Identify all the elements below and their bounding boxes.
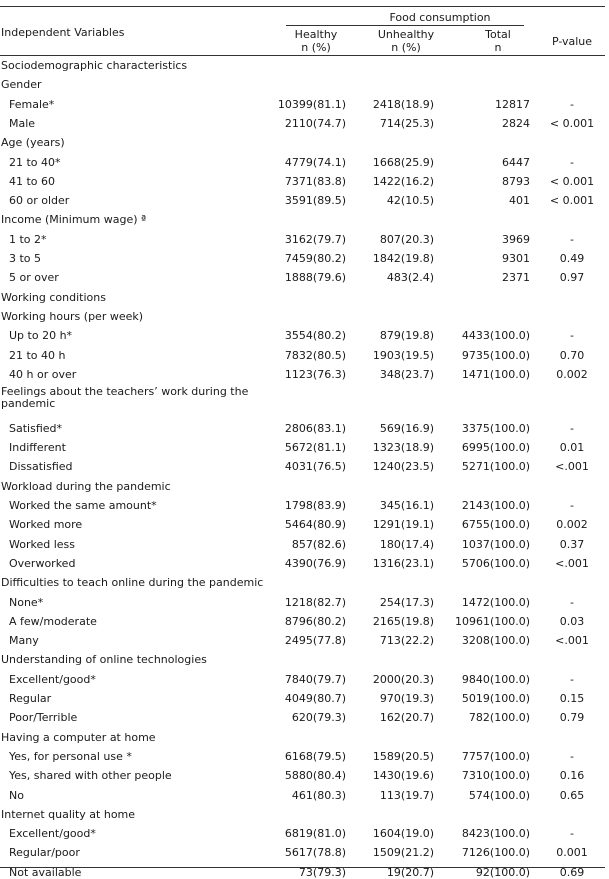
cell-pvalue: 0.002 [556,518,588,532]
cell-total: 5706(100.0) [461,556,530,570]
cell-total: 1471(100.0) [461,367,530,381]
cell-unhealthy: 807(20.3) [379,232,434,246]
cell-unhealthy: 2165(19.8) [372,614,434,628]
cell-total: 3208(100.0) [461,634,530,648]
cell-unhealthy: 1604(19.0) [372,827,434,841]
cell-unhealthy: 1316(23.1) [372,556,434,570]
row-label: Satisfied* [9,421,63,435]
cell-total: 1472(100.0) [461,595,530,609]
cell-total: 574(100.0) [468,788,530,802]
cell-pvalue: < 0.001 [549,174,595,188]
cell-total: 2143(100.0) [461,499,530,513]
cell-unhealthy: 1430(19.6) [372,769,434,783]
cell-total: 12817 [495,97,530,111]
cell-pvalue: 0.03 [559,614,585,628]
cell-pvalue: <.001 [555,556,589,570]
cell-pvalue: - [570,827,574,841]
header-healthy-unit: n (%) [301,41,331,54]
cell-total: 2371 [502,271,530,285]
row-label: Worked less [9,537,75,551]
cell-pvalue: 0.97 [559,271,585,285]
table-bottom-rule [0,867,605,868]
cell-unhealthy: 1903(19.5) [372,348,434,362]
row-label: Worked more [9,518,83,532]
cell-pvalue: 0.15 [559,692,585,706]
cell-pvalue: - [570,421,574,435]
cell-healthy: 3591(89.5) [284,194,346,208]
row-label: Regular [9,692,52,706]
cell-healthy: 5617(78.8) [284,846,346,860]
header-healthy: Healthy [294,28,338,41]
cell-total: 7757(100.0) [461,749,530,763]
cell-healthy: 3554(80.2) [284,329,346,343]
cell-total: 4433(100.0) [461,329,530,343]
cell-total: 6995(100.0) [461,441,530,455]
cell-pvalue: - [570,329,574,343]
row-label: Male [9,116,36,130]
cell-total: 10961(100.0) [455,614,531,628]
section-label: Difficulties to teach online during the pandemic [1,576,264,590]
cell-healthy: 2495(77.8) [284,634,346,648]
cell-pvalue: 0.70 [559,348,585,362]
cell-pvalue: 0.65 [559,788,585,802]
section-label: Gender [1,78,42,92]
cell-unhealthy: 1323(18.9) [372,441,434,455]
cell-pvalue: - [570,97,574,111]
cell-pvalue: 0.01 [559,441,585,455]
row-label: 5 or over [9,271,59,285]
cell-pvalue: 0.49 [559,252,585,265]
row-label: Overworked [9,556,76,570]
row-label: Regular/poor [9,846,80,860]
row-label: Indifferent [9,441,66,455]
cell-total: 8423(100.0) [461,827,530,841]
cell-healthy: 1888(79.6) [284,271,346,285]
cell-healthy: 7459(80.2) [284,252,346,265]
row-label: Female* [9,97,55,111]
cell-healthy: 2110(74.7) [284,116,346,130]
cell-pvalue: 0.16 [559,769,585,783]
cell-total: 3969 [502,232,530,246]
row-label: Poor/Terrible [9,711,78,725]
header-unhealthy-unit: n (%) [391,41,421,54]
cell-healthy: 10399(81.1) [277,97,346,111]
cell-healthy: 5880(80.4) [284,769,346,783]
cell-healthy: 8796(80.2) [284,614,346,628]
group-header-rule [286,25,524,26]
cell-pvalue: - [570,499,574,513]
cell-total: 7126(100.0) [461,846,530,860]
cell-total: 782(100.0) [468,711,530,725]
cell-total: 1037(100.0) [461,537,530,551]
cell-unhealthy: 483(2.4) [386,271,434,285]
cell-total: 6447 [502,155,530,169]
cell-total: 9301 [502,252,530,265]
row-label: 60 or older [9,194,70,208]
section-label: Income (Minimum wage) ª [1,213,147,227]
table-top-rule [0,6,605,7]
cell-unhealthy: 42(10.5) [386,194,434,208]
cell-pvalue: - [570,155,574,169]
row-label: Many [9,634,39,648]
row-label: Not available [9,865,82,879]
cell-pvalue: 0.37 [559,537,585,551]
section-label-cont: pandemic [1,397,56,411]
cell-total: 5019(100.0) [461,692,530,706]
cell-pvalue: <.001 [555,634,589,648]
cell-unhealthy: 1668(25.9) [372,155,434,169]
row-label: Excellent/good* [9,672,96,686]
cell-unhealthy: 713(22.2) [379,634,434,648]
cell-unhealthy: 879(19.8) [379,329,434,343]
cell-healthy: 73(79.3) [298,865,346,879]
section-label: Workload during the pandemic [1,479,171,493]
cell-healthy: 5672(81.1) [284,441,346,455]
cell-total: 3375(100.0) [461,421,530,435]
header-unhealthy: Unhealthy [377,28,435,41]
row-label: Up to 20 h* [9,329,73,343]
header-pvalue: P-value [551,35,593,48]
cell-unhealthy: 162(20.7) [379,711,434,725]
cell-healthy: 3162(79.7) [284,232,346,246]
section-label: Understanding of online technologies [1,653,207,667]
cell-unhealthy: 714(25.3) [379,116,434,130]
cell-unhealthy: 2418(18.9) [372,97,434,111]
cell-healthy: 461(80.3) [291,788,346,802]
row-label: 3 to 5 [9,252,42,265]
cell-healthy: 1218(82.7) [284,595,346,609]
cell-pvalue: < 0.001 [549,194,595,208]
cell-pvalue: < 0.001 [549,116,595,130]
row-label: Worked the same amount* [9,499,157,513]
cell-pvalue: - [570,672,574,686]
cell-total: 8793 [502,174,530,188]
cell-healthy: 4779(74.1) [284,155,346,169]
row-label: 41 to 60 [9,174,56,188]
cell-pvalue: <.001 [555,460,589,474]
cell-healthy: 6819(81.0) [284,827,346,841]
cell-pvalue: - [570,595,574,609]
cell-unhealthy: 569(16.9) [379,421,434,435]
section-label: Feelings about the teachers’ work during the [1,385,249,399]
cell-healthy: 7832(80.5) [284,348,346,362]
section-label: Age (years) [1,136,65,150]
cell-unhealthy: 254(17.3) [379,595,434,609]
cell-unhealthy: 1240(23.5) [372,460,434,474]
cell-healthy: 857(82.6) [291,537,346,551]
cell-total: 6755(100.0) [461,518,530,532]
row-label: None* [9,595,44,609]
cell-pvalue: 0.69 [559,865,585,879]
cell-healthy: 620(79.3) [291,711,346,725]
cell-unhealthy: 1842(19.8) [372,252,434,265]
cell-unhealthy: 19(20.7) [386,865,434,879]
row-label: No [9,788,24,802]
row-label: Excellent/good* [9,827,96,841]
cell-total: 401 [509,194,530,208]
cell-unhealthy: 1291(19.1) [372,518,434,532]
cell-pvalue: 0.002 [556,367,588,381]
cell-healthy: 4390(76.9) [284,556,346,570]
cell-pvalue: - [570,749,574,763]
cell-unhealthy: 180(17.4) [379,537,434,551]
cell-pvalue: 0.001 [556,846,588,860]
cell-unhealthy: 1589(20.5) [372,749,434,763]
cell-unhealthy: 1422(16.2) [372,174,434,188]
cell-unhealthy: 1509(21.2) [372,846,434,860]
section-label: Working hours (per week) [1,309,144,323]
row-label: Yes, shared with other people [9,769,172,783]
cell-unhealthy: 345(16.1) [379,499,434,513]
row-label: Yes, for personal use * [9,749,132,763]
section-label: Having a computer at home [1,730,156,744]
group-header-food-consumption: Food consumption [389,11,491,24]
cell-healthy: 4049(80.7) [284,692,346,706]
cell-healthy: 5464(80.9) [284,518,346,532]
cell-healthy: 4031(76.5) [284,460,346,474]
cell-healthy: 6168(79.5) [284,749,346,763]
cell-unhealthy: 970(19.3) [379,692,434,706]
cell-total: 92(100.0) [475,865,530,879]
section-label: Sociodemographic characteristics [1,59,188,72]
row-label: 21 to 40 h [9,348,66,362]
cell-total: 2824 [502,116,530,130]
section-label: Internet quality at home [1,807,136,821]
cell-healthy: 7371(83.8) [284,174,346,188]
section-label: Working conditions [1,290,106,304]
row-label: 40 h or over [9,367,77,381]
cell-total: 9735(100.0) [461,348,530,362]
cell-total: 9840(100.0) [461,672,530,686]
header-independent-variables: Independent Variables [1,26,125,39]
cell-healthy: 2806(83.1) [284,421,346,435]
row-label: 1 to 2* [9,232,47,246]
row-label: A few/moderate [9,614,97,628]
cell-unhealthy: 2000(20.3) [372,672,434,686]
cell-unhealthy: 113(19.7) [379,788,434,802]
header-bottom-rule [0,55,605,56]
cell-pvalue: - [570,232,574,246]
cell-pvalue: 0.79 [559,711,585,725]
row-label: 21 to 40* [9,155,61,169]
cell-healthy: 1123(76.3) [284,367,346,381]
row-label: Dissatisfied [9,460,73,474]
cell-total: 7310(100.0) [461,769,530,783]
cell-unhealthy: 348(23.7) [379,367,434,381]
cell-total: 5271(100.0) [461,460,530,474]
cell-healthy: 1798(83.9) [284,499,346,513]
header-total: Total [485,28,511,41]
header-total-unit: n [494,41,502,54]
cell-healthy: 7840(79.7) [284,672,346,686]
